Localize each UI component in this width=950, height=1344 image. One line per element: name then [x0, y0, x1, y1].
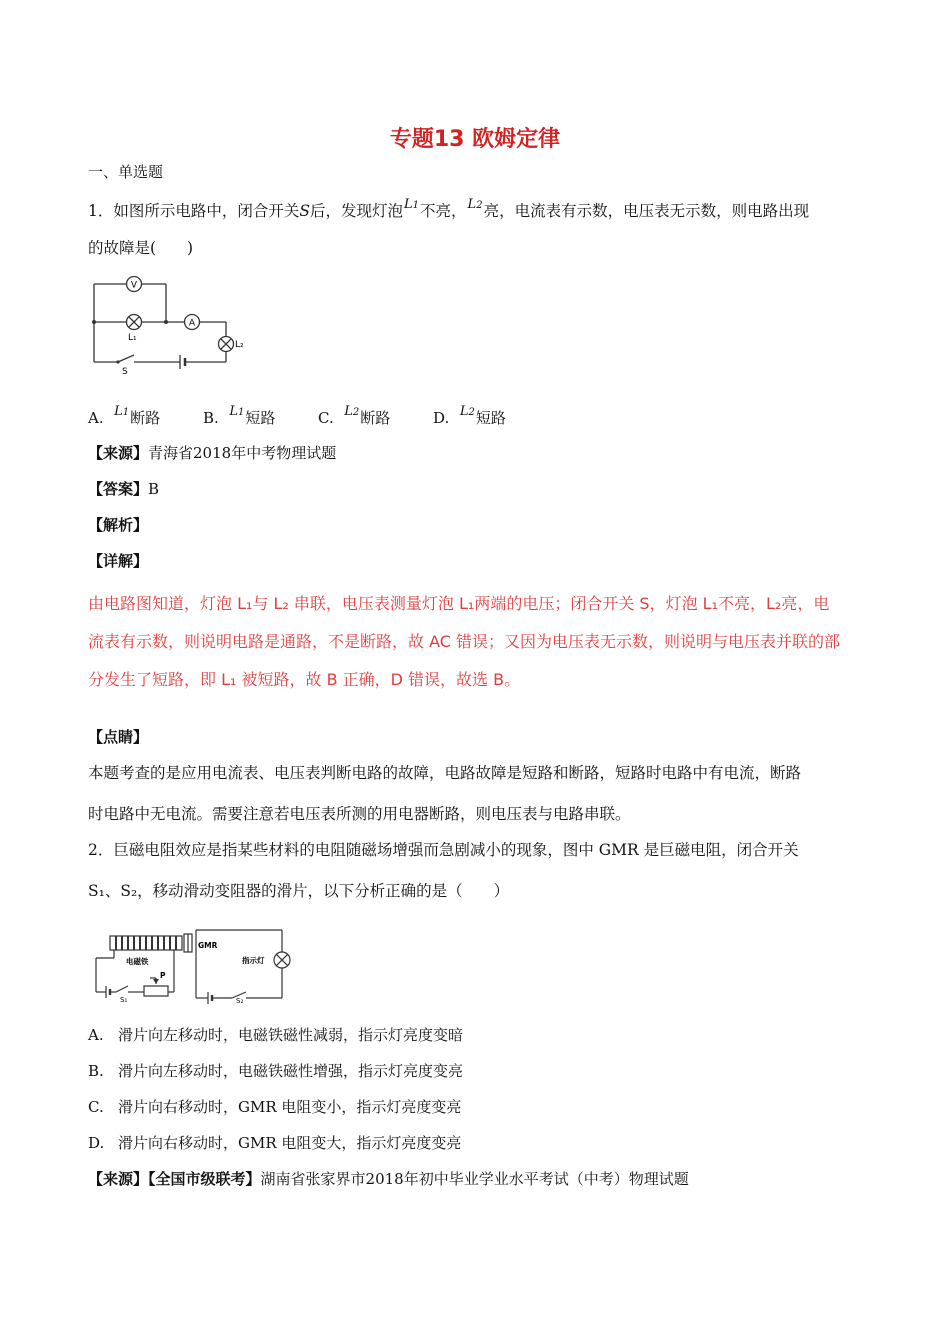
- q2-circuit-diagram: [92, 926, 302, 1004]
- q1-stem-part-d: 亮，电流表有示数，电压表无示数，则电路出现: [483, 202, 810, 220]
- q1-stem-line1: [88, 197, 810, 224]
- q1-stem-part-c: 不亮，: [420, 202, 467, 220]
- q2-diagram-electromagnet-label: 电磁铁: [126, 957, 149, 966]
- q1-circuit-diagram: [88, 276, 258, 376]
- q1-option-a[interactable]: A. L1断路: [88, 404, 161, 427]
- q1-tip-line1: 本题考查的是应用电流表、电压表判断电路的故障，电路故障是短路和断路，短路时电路中有电流，断路: [88, 764, 802, 782]
- q1-option-b[interactable]: B. L1短路: [203, 404, 276, 427]
- rheostat-symbol: [144, 986, 168, 996]
- q1-detail-line2: 流表有示数，则说明电路是通路，不是断路，故 AC 错误；又因为电压表无示数，则说明与电压表并联的部: [88, 632, 841, 651]
- q2-option-b[interactable]: B. 滑片向左移动时，电磁铁磁性增强，指示灯亮度变亮: [88, 1062, 464, 1080]
- q2-diagram-s2-label: S₂: [236, 997, 244, 1004]
- q1-stem-l2: L2: [467, 197, 483, 212]
- q1-source: 【来源】青海省2018年中考物理试题: [88, 444, 337, 462]
- q1-tip-line2: 时电路中无电流。需要注意若电压表所测的用电器断路，则电压表与电路串联。: [88, 805, 631, 823]
- q1-diagram-a-label: A: [188, 318, 196, 329]
- q2-option-d[interactable]: D. 滑片向右移动时，GMR 电阻变大，指示灯亮度变亮: [88, 1134, 462, 1152]
- q1-option-c[interactable]: C. L2断路: [318, 404, 391, 427]
- q1-detail-line1: 由电路图知道，灯泡 L₁与 L₂ 串联，电压表测量灯泡 L₁两端的电压；闭合开关 S，灯泡 L₁不亮，L₂亮，电: [88, 594, 830, 613]
- q2-option-a[interactable]: A. 滑片向左移动时，电磁铁磁性减弱，指示灯亮度变暗: [88, 1026, 464, 1044]
- q1-detail-line3: 分发生了短路，即 L₁ 被短路，故 B 正确，D 错误，故选 B。: [88, 670, 521, 689]
- q1-diagram-s-label: S: [122, 367, 128, 376]
- q1-option-d[interactable]: D. L2短路: [433, 404, 506, 427]
- q2-diagram-s1-label: S₁: [120, 996, 128, 1004]
- q1-diagram-v-label: V: [130, 280, 138, 291]
- q1-stem-part-a: 1．如图所示电路中，闭合开关: [88, 202, 300, 220]
- q1-detail-label: 【详解】: [88, 552, 149, 570]
- q2-stem-line1: 2．巨磁电阻效应是指某些材料的电阻随磁场增强而急剧减小的现象，图中 GMR 是巨磁电阻，闭合开关: [88, 841, 799, 859]
- q2-diagram-gmr-label: GMR: [198, 941, 218, 950]
- q1-answer: 【答案】B: [88, 480, 160, 498]
- q2-diagram-p-label: P: [160, 971, 166, 980]
- q1-diagram-l2-label: L₂: [235, 340, 244, 350]
- q1-stem-line2: 的故障是( ): [88, 239, 194, 257]
- q1-options: [88, 404, 548, 431]
- q1-tip-label: 【点睛】: [88, 728, 149, 746]
- q2-source: 【来源】【全国市级联考】湖南省张家界市2018年初中毕业学业水平考试（中考）物理试题: [88, 1170, 689, 1188]
- q1-stem-part-b: 后，发现灯泡: [310, 202, 404, 220]
- q2-option-c[interactable]: C. 滑片向右移动时，GMR 电阻变小，指示灯亮度变亮: [88, 1098, 462, 1116]
- q1-diagram-l1-label: L₁: [128, 333, 137, 343]
- q1-stem-l1: L1: [404, 197, 420, 212]
- q2-diagram-lamp-label: 指示灯: [242, 956, 265, 965]
- q1-analysis-label: 【解析】: [88, 516, 149, 534]
- q1-stem-switch: S: [299, 202, 310, 220]
- section-heading: 一、单选题: [88, 163, 164, 181]
- q2-stem-line2: S₁、S₂，移动滑动变阻器的滑片，以下分析正确的是（ ）: [88, 882, 510, 900]
- page-title: 专题13 欧姆定律: [389, 127, 561, 152]
